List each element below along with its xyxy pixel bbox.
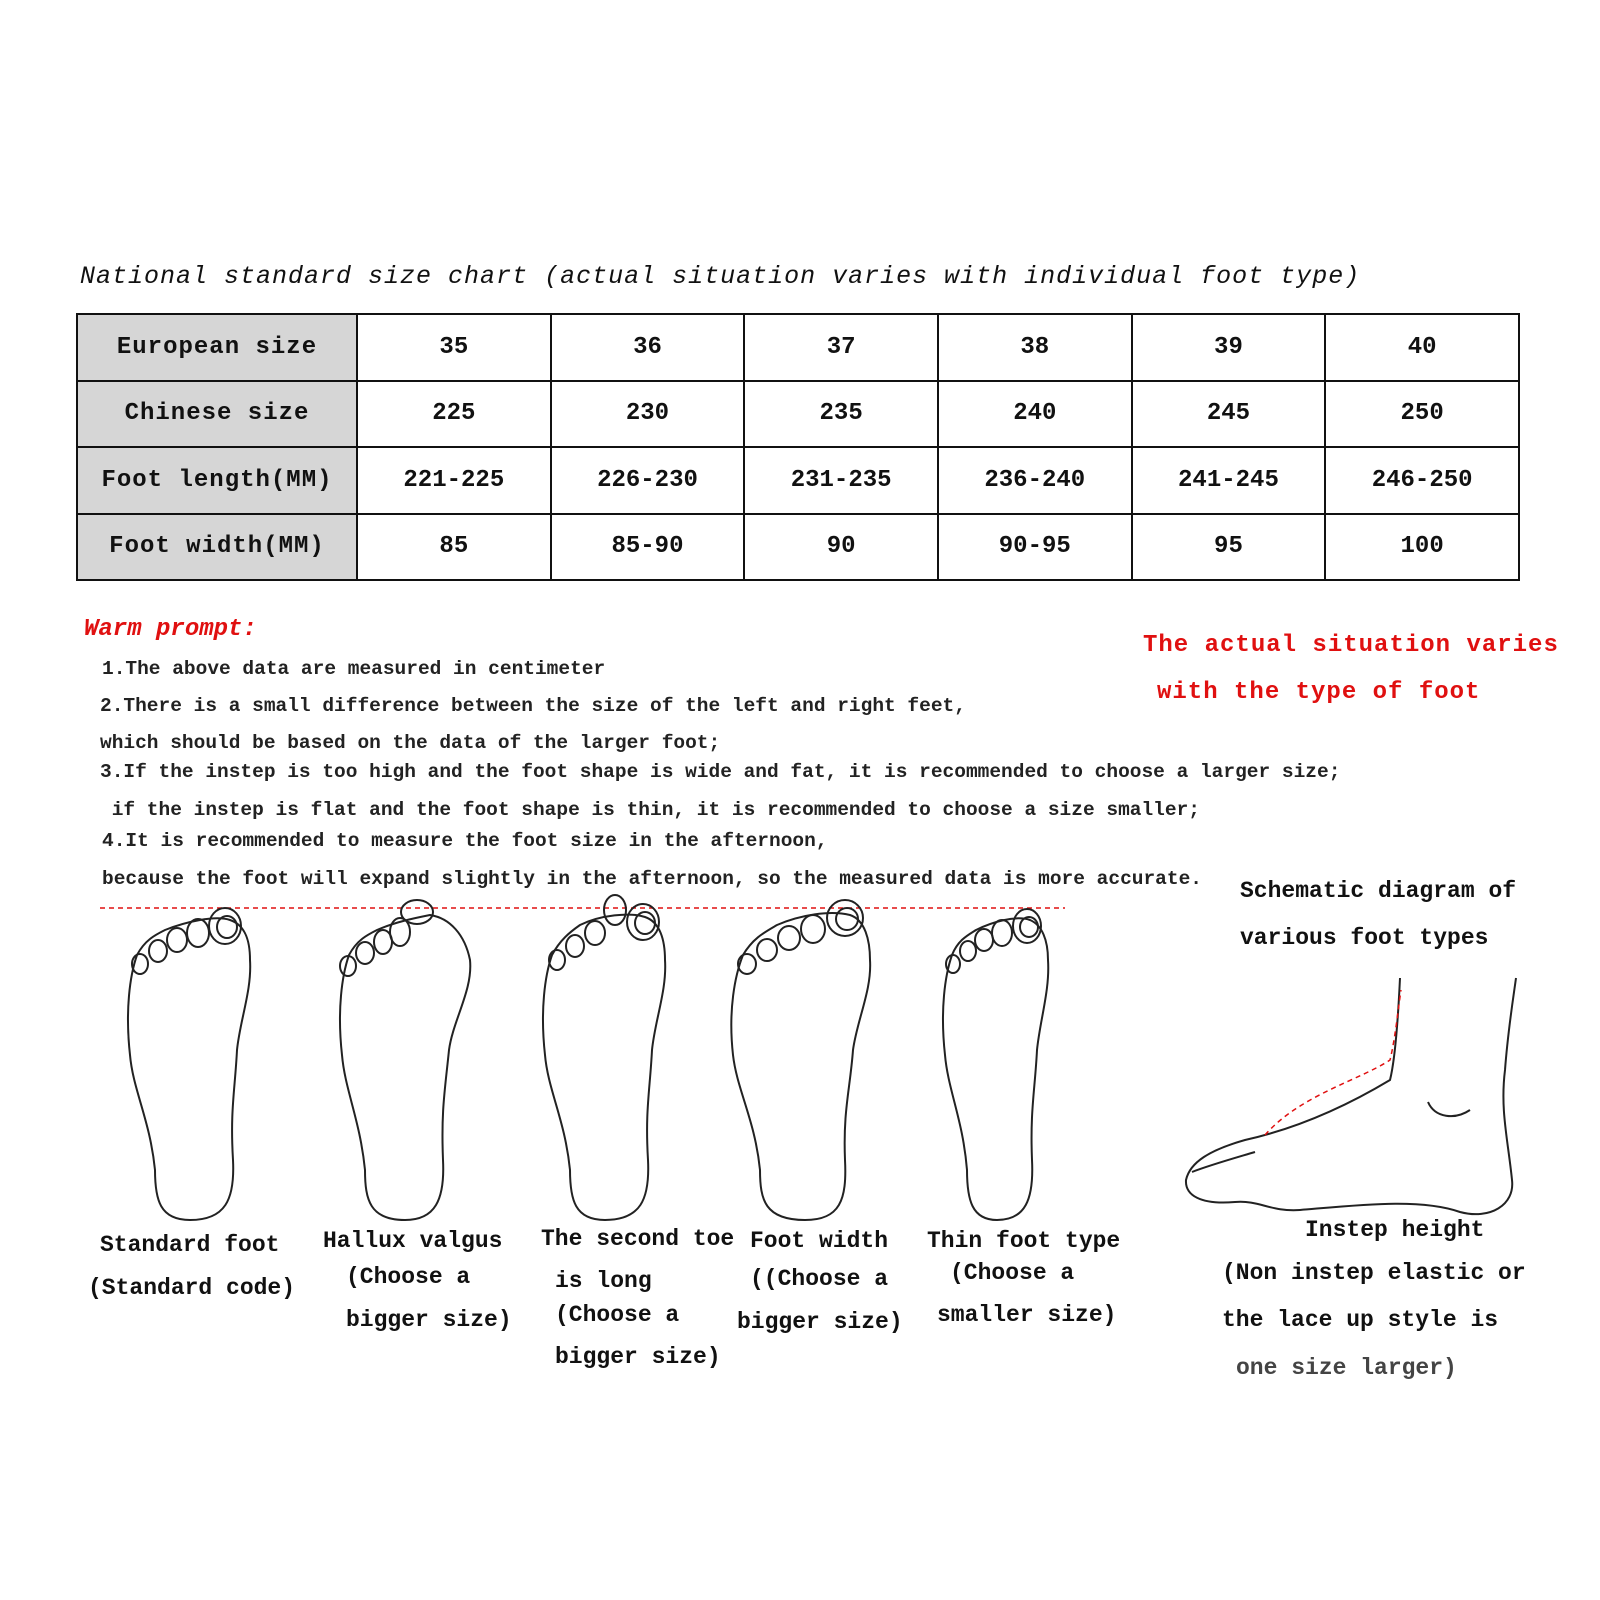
table-cell: 36 xyxy=(551,314,745,381)
foot-type-caption: is long xyxy=(555,1268,652,1294)
table-cell: 39 xyxy=(1132,314,1326,381)
schematic-title-line: various foot types xyxy=(1240,925,1489,951)
instep-caption: one size larger) xyxy=(1236,1355,1457,1381)
table-cell: 37 xyxy=(744,314,938,381)
table-cell: 235 xyxy=(744,381,938,448)
foot-type-caption: Thin foot type xyxy=(927,1228,1121,1254)
table-cell: 95 xyxy=(1132,514,1326,581)
foot-type-caption: (Choose a xyxy=(555,1302,680,1328)
foot-type-caption: The second toe xyxy=(541,1226,735,1252)
foot-type-caption: (Choose a xyxy=(950,1260,1075,1286)
instep-caption: Instep height xyxy=(1305,1217,1485,1243)
instep-side-view-icon xyxy=(1186,978,1516,1214)
instep-height-guide xyxy=(1265,990,1401,1135)
table-cell: 90-95 xyxy=(938,514,1132,581)
foot-type-caption: bigger size) xyxy=(737,1309,903,1335)
row-header: European size xyxy=(77,314,357,381)
red-note-line: The actual situation varies xyxy=(1143,632,1559,659)
wide-foot-icon xyxy=(731,900,870,1220)
table-cell: 90 xyxy=(744,514,938,581)
long-second-toe-foot-icon xyxy=(543,895,665,1220)
prompt-line: if the instep is flat and the foot shape is thin, it is recommended to choose a size smaller; xyxy=(100,799,1200,821)
foot-type-caption: (Standard code) xyxy=(88,1275,296,1301)
table-cell: 250 xyxy=(1325,381,1519,448)
table-cell: 241-245 xyxy=(1132,447,1326,514)
prompt-line: 2.There is a small difference between the size of the left and right feet, xyxy=(100,695,966,717)
table-cell: 221-225 xyxy=(357,447,551,514)
prompt-line: because the foot will expand slightly in the afternoon, so the measured data is more accurate. xyxy=(102,868,1202,890)
warm-prompt-heading: Warm prompt: xyxy=(84,616,257,643)
foot-type-caption: bigger size) xyxy=(346,1307,512,1333)
table-cell: 85-90 xyxy=(551,514,745,581)
row-header: Foot width(MM) xyxy=(77,514,357,581)
instep-caption: the lace up style is xyxy=(1222,1307,1499,1333)
foot-type-caption: Standard foot xyxy=(100,1232,280,1258)
instep-caption: (Non instep elastic or xyxy=(1222,1260,1526,1286)
table-cell: 225 xyxy=(357,381,551,448)
schematic-title-line: Schematic diagram of xyxy=(1240,878,1517,904)
thin-foot-icon xyxy=(943,909,1048,1220)
table-cell: 85 xyxy=(357,514,551,581)
foot-type-caption: (Choose a xyxy=(346,1264,471,1290)
foot-type-caption: Hallux valgus xyxy=(323,1228,503,1254)
foot-type-caption: ((Choose a xyxy=(750,1266,889,1292)
table-cell: 245 xyxy=(1132,381,1326,448)
standard-foot-icon xyxy=(128,908,250,1220)
table-cell: 236-240 xyxy=(938,447,1132,514)
table-cell: 35 xyxy=(357,314,551,381)
table-cell: 231-235 xyxy=(744,447,938,514)
prompt-line: which should be based on the data of the larger foot; xyxy=(100,732,721,754)
prompt-line: 1.The above data are measured in centimeter xyxy=(102,658,606,680)
row-header: Chinese size xyxy=(77,381,357,448)
table-cell: 246-250 xyxy=(1325,447,1519,514)
row-header: Foot length(MM) xyxy=(77,447,357,514)
hallux-valgus-foot-icon xyxy=(340,900,470,1220)
foot-type-caption: smaller size) xyxy=(937,1302,1117,1328)
prompt-line: 3.If the instep is too high and the foot shape is wide and fat, it is recommended to choose a larger size; xyxy=(100,761,1341,783)
foot-type-caption: bigger size) xyxy=(555,1344,721,1370)
table-cell: 230 xyxy=(551,381,745,448)
table-cell: 40 xyxy=(1325,314,1519,381)
foot-type-caption: Foot width xyxy=(750,1228,889,1254)
table-cell: 38 xyxy=(938,314,1132,381)
chart-title: National standard size chart (actual situation varies with individual foot type) xyxy=(80,262,1361,291)
red-note-line: with the type of foot xyxy=(1157,679,1481,706)
table-cell: 226-230 xyxy=(551,447,745,514)
prompt-line: 4.It is recommended to measure the foot size in the afternoon, xyxy=(102,830,828,852)
table-cell: 100 xyxy=(1325,514,1519,581)
table-cell: 240 xyxy=(938,381,1132,448)
